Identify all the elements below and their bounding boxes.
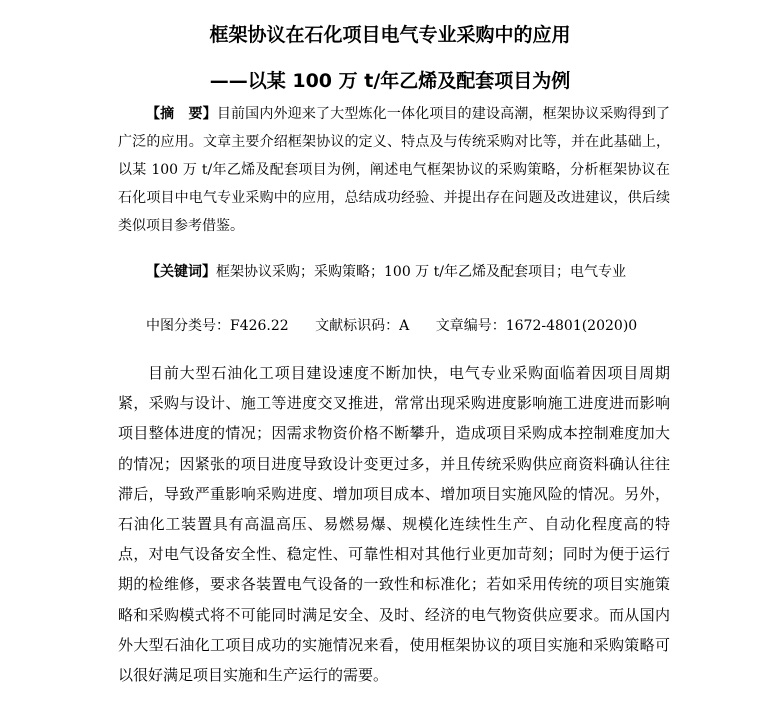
article-number: 文章编号：1672-4801(2020)0 [435, 318, 638, 334]
keywords [118, 258, 670, 286]
paper-subtitle: ——以某 100 万 t/年乙烯及配套项目为例 [209, 70, 571, 92]
keywords-label: 【关键词】 [146, 264, 216, 280]
classification-line [146, 316, 659, 336]
abstract-text: 目前国内外迎来了大型炼化一体化项目的建设高潮，框架协议采购得到了广泛的应用。文章主要介绍框架协议的定义、特点及与传统采购对比等，并在此基础上，以某 100 万 t/年乙烯及配套项目为例，阐述电气框架协议的采购策略，分析框架协议在石化项目中电气专业采购中的应用，总结成功经验、并提出存在问题及改进建议，供后续类似项目参考借鉴。 [118, 106, 671, 234]
document-code: 文献标识码：A [315, 318, 410, 334]
abstract [118, 100, 670, 240]
abstract-label: 【摘 要】 [146, 106, 217, 122]
clc-number: 中图分类号：F426.22 [146, 318, 289, 334]
body-paragraph: 目前大型石油化工项目建设速度不断加快，电气专业采购面临着因项目周期紧，采购与设计、施工等进度交叉推进，常常出现采购进度影响施工进度进而影响项目整体进度的情况；因需求物资价格不断攀升，造成项目采购成本控制难度加大的情况；因紧张的项目进度导致设计变更过多，并且传统采购供应商资料确认往往滞后，导致严重影响采购进度、增加项目成本、增加项目实施风险的情况。另外，石油化工装置具有高温高压、易燃易爆、规模化连续性生产、自动化程度高的特点，对电气设备安全性、稳定性、可靠性相对其他行业更加苛刻；同时为便于运行期的检维修，要求各装置电气设备的一致性和标准化；若如采用传统的项目实施策略和采购模式将不可能同时满足安全、及时、经济的电气物资供应要求。而从国内外大型石油化工项目成功的实施情况来看，使用框架协议的项目实施和采购策略可以很好满足项目实施和生产运行的需要。 [118, 364, 670, 685]
keywords-text: 框架协议采购；采购策略；100 万 t/年乙烯及配套项目；电气专业 [216, 264, 626, 280]
paper-title: 框架协议在石化项目电气专业采购中的应用 [209, 24, 571, 46]
